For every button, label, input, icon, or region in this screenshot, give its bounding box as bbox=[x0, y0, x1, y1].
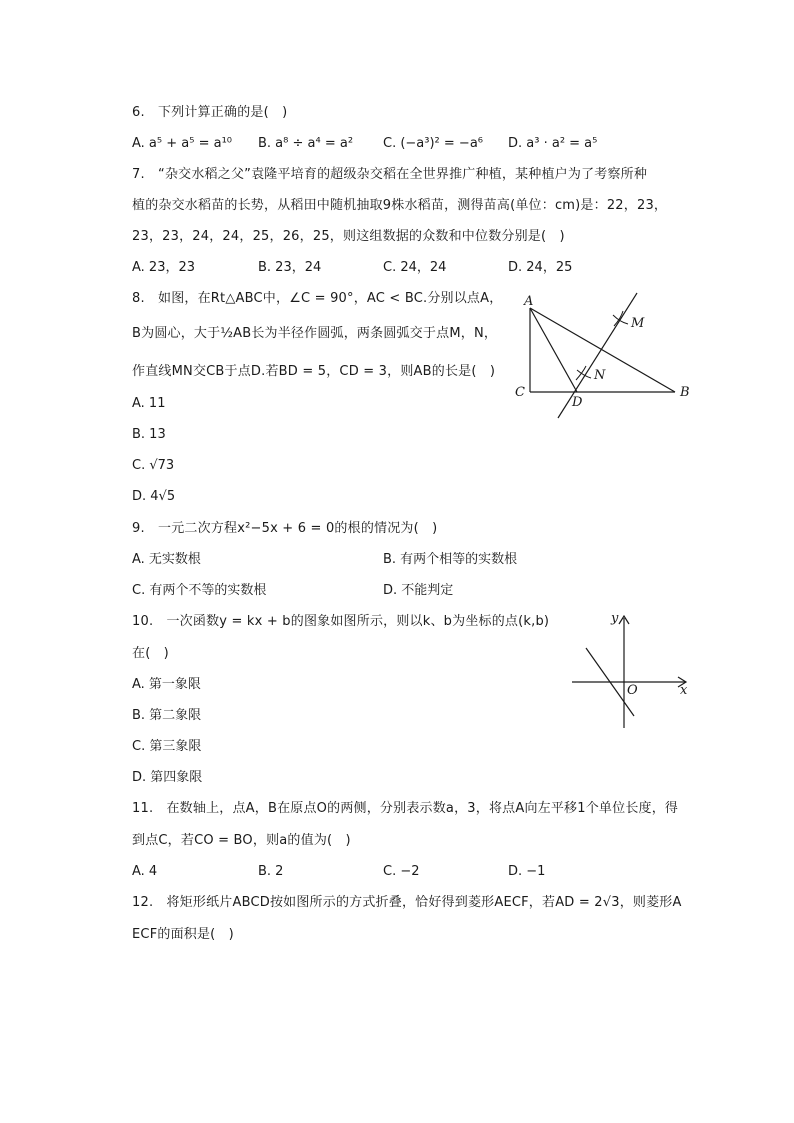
label-a: A bbox=[524, 294, 534, 309]
q12-line2: ECF的面积是( ) bbox=[132, 927, 234, 942]
label-x: x bbox=[680, 683, 688, 698]
label-c: C bbox=[515, 385, 525, 400]
q9-option-b: B. 有两个相等的实数根 bbox=[383, 552, 518, 567]
q7-line2: 植的杂交水稻苗的长势，从稻田中随机抽取9株水稻苗，测得苗高(单位：cm)是：22，23， bbox=[132, 198, 668, 213]
line-mn bbox=[558, 293, 637, 418]
q7-option-c: C. 24，24 bbox=[383, 260, 447, 275]
q10-option-c: C. 第三象限 bbox=[132, 739, 202, 754]
q10-option-a: A. 第一象限 bbox=[132, 677, 201, 692]
label-m: M bbox=[631, 316, 645, 331]
q8-option-d: D. 4√5 bbox=[132, 489, 176, 504]
arc-m-2 bbox=[614, 311, 623, 326]
q7-option-b: B. 23，24 bbox=[258, 260, 322, 275]
label-o: O bbox=[627, 683, 638, 698]
q9-option-c: C. 有两个不等的实数根 bbox=[132, 583, 267, 598]
q10-option-d: D. 第四象限 bbox=[132, 770, 203, 785]
label-d: D bbox=[572, 395, 583, 410]
q10-graph-figure bbox=[568, 608, 694, 732]
q8-line1: 8. 如图，在Rt△ABC中，∠C = 90°，AC < BC.分别以点A， bbox=[132, 291, 503, 306]
q10-line1: 10. 一次函数y = kx + b的图象如图所示，则以k、b为坐标的点(k,b) bbox=[132, 614, 550, 629]
segment-ad bbox=[530, 308, 577, 392]
q8-option-a: A. 11 bbox=[132, 396, 166, 411]
q10-line2: 在( ) bbox=[132, 646, 169, 661]
label-y: y bbox=[611, 611, 619, 626]
q7-option-d: D. 24，25 bbox=[508, 260, 573, 275]
q11-option-b: B. 2 bbox=[258, 864, 284, 879]
q8-line2: B为圆心，大于½AB长为半径作圆弧，两条圆弧交于点M，N， bbox=[132, 326, 498, 341]
q11-line1: 11. 在数轴上，点A，B在原点O的两侧，分别表示数a，3，将点A向左平移1个单位长度，得 bbox=[132, 801, 679, 816]
q9-stem: 9. 一元二次方程x²−5x + 6 = 0的根的情况为( ) bbox=[132, 521, 438, 536]
q12-line1: 12. 将矩形纸片ABCD按如图所示的方式折叠，恰好得到菱形AECF，若AD = 2√3，则菱形A bbox=[132, 895, 682, 910]
q10-option-b: B. 第二象限 bbox=[132, 708, 202, 723]
label-b: B bbox=[680, 385, 690, 400]
q8-option-c: C. √73 bbox=[132, 458, 175, 473]
q6-option-a: A. a⁵ + a⁵ = a¹⁰ bbox=[132, 136, 232, 151]
q7-option-a: A. 23，23 bbox=[132, 260, 196, 275]
q6-option-d: D. a³ · a² = a⁵ bbox=[508, 136, 598, 151]
q8-line3: 作直线MN交CB于点D.若BD = 5，CD = 3，则AB的长是( ) bbox=[132, 364, 496, 379]
q6-stem: 6. 下列计算正确的是( ) bbox=[132, 105, 288, 120]
q7-line1: 7. “杂交水稻之父”袁隆平培育的超级杂交稻在全世界推广种植，某种植户为了考察所种 bbox=[132, 167, 648, 182]
q7-line3: 23，23，24，24，25，26，25，则这组数据的众数和中位数分别是( ) bbox=[132, 229, 565, 244]
q11-line2: 到点C，若CO = BO，则a的值为( ) bbox=[132, 833, 351, 848]
q8-option-b: B. 13 bbox=[132, 427, 166, 442]
q8-triangle-figure bbox=[510, 288, 700, 423]
q9-option-d: D. 不能判定 bbox=[383, 583, 454, 598]
label-n: N bbox=[594, 368, 606, 383]
q11-option-a: A. 4 bbox=[132, 864, 158, 879]
q6-option-b: B. a⁸ ÷ a⁴ = a² bbox=[258, 136, 354, 151]
q9-option-a: A. 无实数根 bbox=[132, 552, 201, 567]
q11-option-c: C. −2 bbox=[383, 864, 420, 879]
q11-option-d: D. −1 bbox=[508, 864, 546, 879]
q6-option-c: C. (−a³)² = −a⁶ bbox=[383, 136, 483, 151]
